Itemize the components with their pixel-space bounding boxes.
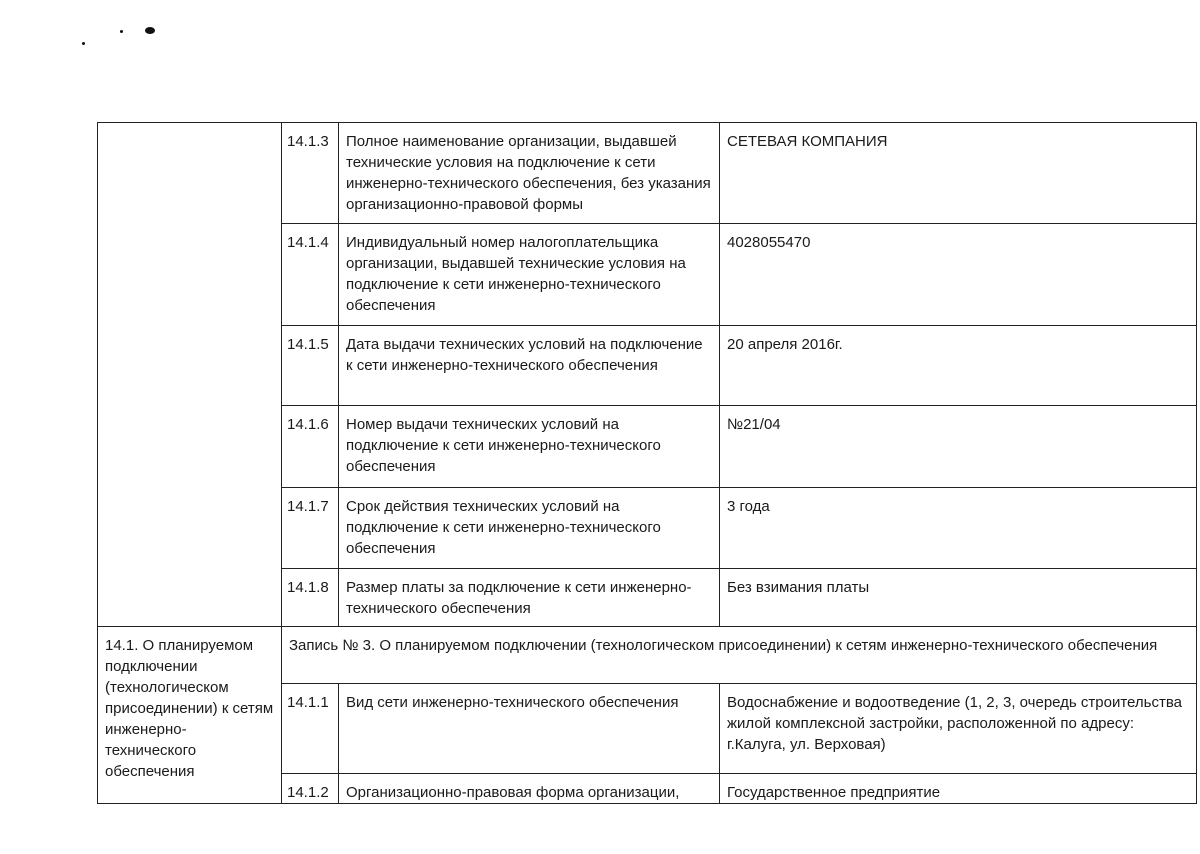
- empty-section-cell: [98, 123, 282, 627]
- field-value: СЕТЕВАЯ КОМПАНИЯ: [720, 123, 1197, 224]
- field-name: Дата выдачи технических условий на подключение к сети инженерно-технического обеспечения: [339, 326, 720, 406]
- field-name: Размер платы за подключение к сети инженерно-технического обеспечения: [339, 569, 720, 627]
- row-number: 14.1.6: [282, 406, 339, 488]
- section-label: 14.1. О планируемом подключении (технологическом присоединении) к сетям инженерно-технического обеспечения: [98, 627, 282, 804]
- field-value: 3 года: [720, 488, 1197, 569]
- field-name: Индивидуальный номер налогоплательщика организации, выдавшей технические условия на подключение к сети инженерно-технического обеспечения: [339, 224, 720, 326]
- table-row: [98, 123, 1197, 224]
- field-value: 20 апреля 2016г.: [720, 326, 1197, 406]
- field-name: Организационно-правовая форма организации,: [339, 774, 720, 804]
- table-row: [98, 627, 1197, 684]
- row-number: 14.1.7: [282, 488, 339, 569]
- field-value: №21/04: [720, 406, 1197, 488]
- field-name: Срок действия технических условий на подключение к сети инженерно-технического обеспечения: [339, 488, 720, 569]
- field-name: Номер выдачи технических условий на подключение к сети инженерно-технического обеспечения: [339, 406, 720, 488]
- row-number: 14.1.3: [282, 123, 339, 224]
- row-number: 14.1.4: [282, 224, 339, 326]
- scan-speck: [82, 42, 85, 45]
- field-name: Вид сети инженерно-технического обеспечения: [339, 684, 720, 774]
- row-number: 14.1.1: [282, 684, 339, 774]
- field-value: Водоснабжение и водоотведение (1, 2, 3, очередь строительства жилой комплексной застройки, расположенной по адресу: г.Калуга, ул. Верховая): [720, 684, 1197, 774]
- field-value: Государственное предприятие: [720, 774, 1197, 804]
- scan-speck: [120, 30, 123, 33]
- field-value: 4028055470: [720, 224, 1197, 326]
- row-number: 14.1.5: [282, 326, 339, 406]
- scan-speck: [145, 27, 155, 34]
- row-number: 14.1.2: [282, 774, 339, 804]
- field-name: Полное наименование организации, выдавшей технические условия на подключение к сети инженерно-технического обеспечения, без указания организационно-правовой формы: [339, 123, 720, 224]
- field-value: Без взимания платы: [720, 569, 1197, 627]
- document-table: [97, 122, 1197, 804]
- record-title: Запись № 3. О планируемом подключении (технологическом присоединении) к сетям инженерно-технического обеспечения: [282, 627, 1197, 684]
- row-number: 14.1.8: [282, 569, 339, 627]
